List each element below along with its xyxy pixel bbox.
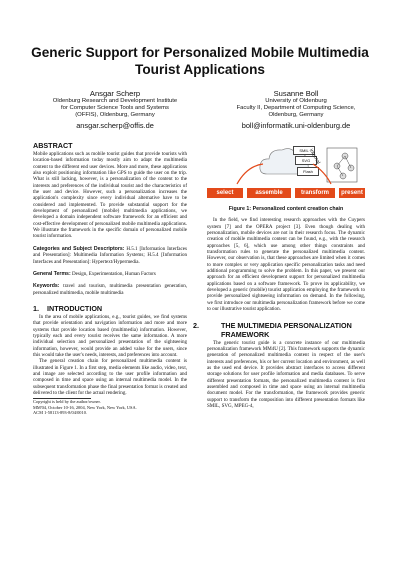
step-select: select	[207, 188, 243, 198]
keywords-text: travel and tourism, multimedia presentation generation, personalized multimedia, mobile multimedia	[33, 283, 188, 296]
format-flash-box: Flash	[297, 167, 319, 176]
author-affiliation-line: University of Oldenburg	[265, 98, 327, 104]
right-column	[193, 140, 365, 409]
figure-creation-chain	[207, 144, 365, 204]
author-block-2	[208, 89, 384, 131]
categories-text: H.5.1 [Information Interfaces and Presentation]: Multimedia Information Systems; H.5.4 [Information Interfaces and Presentation]: Hypertext/Hypermedia.	[33, 245, 187, 265]
step-transform: transform	[295, 188, 335, 198]
framework-paragraph-1: The generic tourist guide is a concrete instance of our multimedia personalization framework MM4U [2]. This framework supports the dynamic generation of personalized multimedia content in respect of the user's interests and preferences, his or her current location and environment, as well as the used end device. It provides abstract interfaces to access different storage solutions for user profile information and media databases. To serve different presentation formats, the personalized multimedia content is first assembled and composed in time and space using an internal multimedia document model. For the transformation, the framework provides generic support to transform the composition into different presentation formats like SMIL, SVG, MPEG-4,	[207, 339, 365, 409]
general-terms-label: General Terms:	[33, 270, 71, 277]
section-title: THE MULTIMEDIA PERSONALIZATION FRAMEWORK	[221, 320, 352, 339]
figure-caption: Figure 1: Personalized content creation chain	[228, 206, 344, 212]
intro-paragraph-1: In the area of mobile applications, e.g., tourist guides, we find systems that provide orientation and navigation information and more and more systems that provide location based (multimedia) information. However, typically each and every tourist receives the same information. A more individual selection and personalized presentation of the sightseeing information, however, would provide an added value for the users, since this would take the user's needs, interests, and preferences into account.	[33, 313, 187, 358]
author-name: Ansgar Scherp	[89, 89, 141, 98]
section-number: 2.	[193, 320, 199, 330]
abstract-heading: ABSTRACT	[33, 141, 73, 150]
step-present: present	[339, 188, 365, 198]
copyright-line: Copyright is held by the author/owner.	[33, 399, 101, 405]
intro-paragraph-2: The general creation chain for personalized multimedia content is illustrated in Figure 1. In a first step, media elements like audio, video, text, and image are selected according to the user profile information and composed in time and space using an internal multimedia model. In the subsequent transformation phase the final presentation format is created and delivered to the client for the actual rendering.	[33, 358, 187, 396]
author-affiliation-line: Oldenburg, Germany	[268, 112, 324, 119]
categories-paragraph	[33, 246, 187, 265]
section-title: INTRODUCTION	[47, 303, 103, 313]
author-name: Susanne Boll	[273, 89, 319, 98]
keywords-label: Keywords:	[33, 283, 60, 290]
process-pipeline	[207, 188, 365, 198]
keywords-paragraph	[33, 283, 187, 296]
format-svg-box: SVG	[295, 156, 317, 165]
copyright-line: MM'04, October 10-16, 2004, New York, New York, USA.	[33, 404, 137, 410]
format-smil-box: SMIL	[293, 146, 315, 155]
general-terms-text: Design, Experimentation, Human Factors	[71, 270, 156, 277]
internal-label: internal	[307, 148, 322, 166]
author-email[interactable]: boll@informatik.uni-oldenburg.de	[241, 121, 351, 131]
section-heading-introduction	[33, 304, 187, 313]
author-affiliation-line: Oldenburg Research and Development Institute	[52, 98, 178, 104]
flow-arrows	[207, 144, 365, 188]
section-heading-framework	[193, 320, 365, 339]
section-number: 1.	[33, 303, 39, 313]
left-column	[33, 141, 187, 416]
abstract-text: Mobile applications such as mobile tourist guides that provide tourists with location-based information today mostly aim to adapt the multimedia content to the different end user devices. More and more, these applications also exploit positioning information like GPS to guide the user on the trip. What is still lacking, however, is a personalization of the content to the interests and preferences of the individual tourist and the characteristics of the user and device. However, such a personalization increases the application's complexity since every individual alternative have to be considered and implemented. To provide substantial support for the development of personalized (mobile) multimedia applications, we developed a domain independent software framework for an efficient and cost-effective development of personalized mobile multimedia applications. We illustrate the framework in the specific domain of personalized mobile tourist information.	[33, 151, 187, 240]
paper-title: Generic Support for Personalized Mobile Multimedia Tourist Applications	[31, 45, 369, 77]
author-affiliation-line: Faculty II, Department of Computing Science,	[236, 105, 356, 112]
author-affiliation-line: (OFFIS), Oldenburg, Germany	[75, 112, 155, 119]
categories-label: Categories and Subject Descriptors:	[33, 245, 125, 252]
intro-paragraph-3: In the field, we find interesting research approaches with the Cuypers system [7] and the OPERA project [3]. Even though dealing with personalization, mobile devices are not in their research focus. The dynamic creation of mobile multimedia content can be found, e.g., with the research approaches [5, 6], which use among other things constraints and transformation rules to generate the personalized multimedia content. However, our observation is, that these approaches are limited when it comes to more complex or very application specific personalization tasks and need additional programming to solve the problem. In this paper, we present our approach for an efficient development support for personalized multimedia applications based on a software framework. To prove its applicability, we developed a generic (mobile) tourist application employing the framework to provide personalized sightseeing information on demand. In the following, we first introduce our multimedia personalization framework before we come to our illustrative tourist application.	[207, 217, 365, 313]
author-block-1	[20, 89, 210, 131]
author-affiliation-line: for Computer Science Tools and Systems	[61, 105, 169, 112]
step-assemble: assemble	[247, 188, 291, 198]
copyright-line: ACM 1-58113-893-8/04/0010.	[33, 410, 87, 416]
author-email[interactable]: ansgar.scherp@offis.de	[76, 121, 154, 131]
